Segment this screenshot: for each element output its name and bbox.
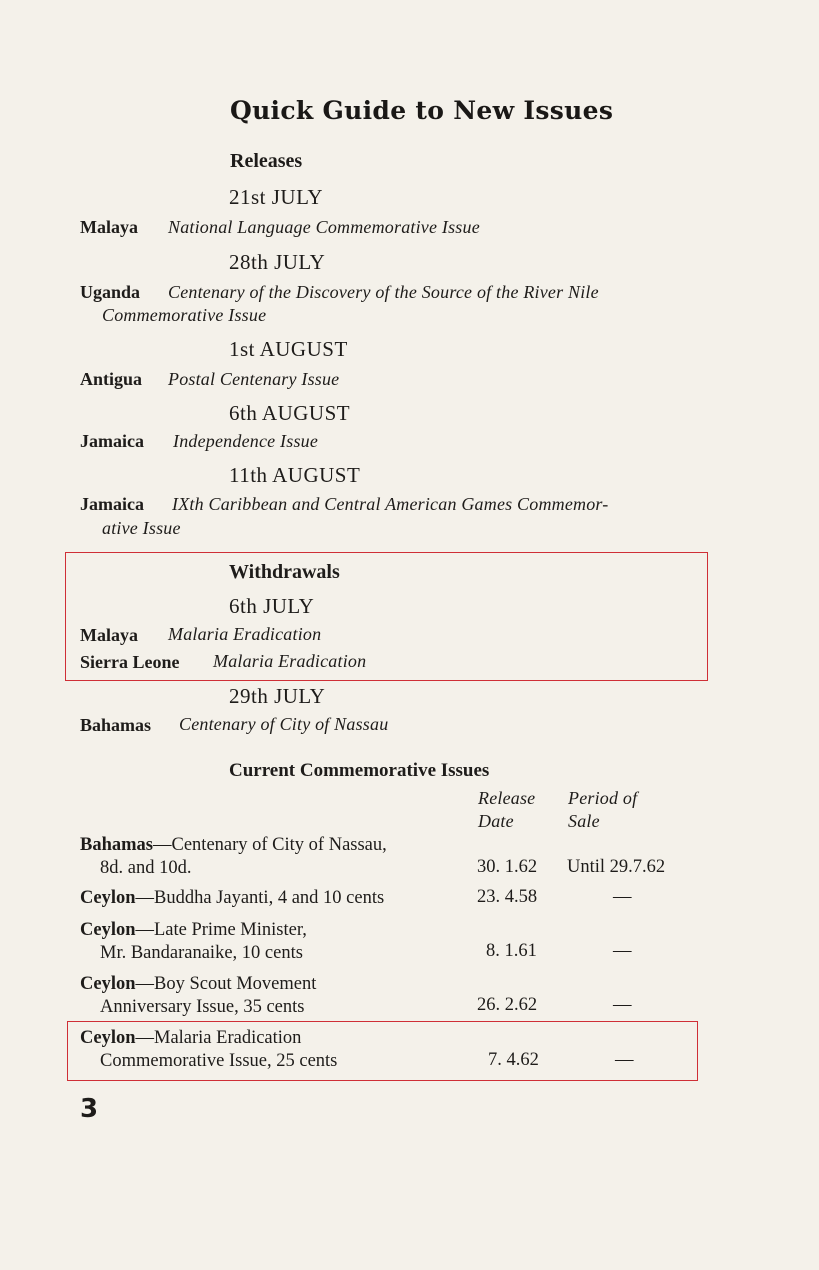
table-row-desc-continued: Commemorative Issue, 25 cents [100,1051,338,1071]
release-date: 6th AUGUST [229,401,351,425]
release-country: Uganda [80,282,141,302]
table-row-description [80,1028,301,1049]
table-row-period: Until 29.7.62 [567,857,666,877]
release-issue: Postal Centenary Issue [168,369,340,389]
column-header-release: Date [478,811,514,831]
column-header-period: Sale [568,811,600,831]
table-row-period: — [613,941,632,961]
release-date: 1st AUGUST [229,337,348,361]
table-row-country: Ceylon [80,1028,136,1048]
current-issues-heading: Current Commemorative Issues [229,760,490,781]
table-row-release-date: 7. 4.62 [488,1050,539,1070]
release-issue: National Language Commemorative Issue [168,217,480,237]
releases-heading: Releases [230,150,303,172]
table-row-release-date: 8. 1.61 [486,941,537,961]
table-row-period: — [615,1050,634,1070]
withdrawal-issue: Malaria Eradication [213,651,367,671]
table-row-country: Ceylon [80,888,136,908]
withdrawal-country: Malaya [80,625,138,645]
table-row-desc: —Boy Scout Movement [135,974,317,994]
table-row-release-date: 26. 2.62 [477,995,538,1015]
table-row-description [80,835,387,856]
withdrawal-issue: Centenary of City of Nassau [179,714,389,734]
table-row-release-date: 30. 1.62 [477,857,538,877]
table-row-description [80,920,307,941]
table-row-country: Bahamas [80,835,153,855]
table-row-country: Ceylon [80,920,136,940]
page-title: Quick Guide to New Issues [230,96,614,125]
release-country: Jamaica [80,431,144,451]
table-row-release-date: 23. 4.58 [477,887,538,907]
table-row-period: — [613,995,632,1015]
release-country: Malaya [80,217,138,237]
column-header-period: Period of [568,788,638,808]
release-issue-continued: ative Issue [102,518,181,538]
withdrawal-date: 29th JULY [229,684,326,708]
table-row-description [80,888,384,909]
table-row-desc-continued: 8d. and 10d. [100,858,192,878]
table-row-desc: —Centenary of City of Nassau, [153,835,387,855]
table-row-country: Ceylon [80,974,136,994]
release-date: 21st JULY [229,185,323,209]
table-row-desc: —Buddha Jayanti, 4 and 10 cents [135,888,385,908]
release-issue: Centenary of the Discovery of the Source of the River Nile [168,282,599,302]
column-header-release: Release [478,788,536,808]
release-issue: IXth Caribbean and Central American Games Commemor- [172,494,609,514]
release-date: 11th AUGUST [229,463,361,487]
release-issue: Independence Issue [173,431,319,451]
release-date: 28th JULY [229,250,326,274]
release-country: Antigua [80,369,143,389]
withdrawals-heading: Withdrawals [229,561,340,583]
table-row-period: — [613,887,632,907]
table-row-desc-continued: Mr. Bandaranaike, 10 cents [100,943,303,963]
table-row-desc: —Malaria Eradication [135,1028,302,1048]
page-number: 3 [80,1094,99,1124]
table-row-desc-continued: Anniversary Issue, 35 cents [100,997,305,1017]
withdrawal-issue: Malaria Eradication [168,624,322,644]
release-issue-continued: Commemorative Issue [102,305,267,325]
release-country: Jamaica [80,494,144,514]
withdrawal-country: Sierra Leone [80,652,180,672]
table-row-desc: —Late Prime Minister, [135,920,307,940]
withdrawal-country: Bahamas [80,715,152,735]
withdrawal-date: 6th JULY [229,594,315,618]
table-row-description [80,974,316,995]
